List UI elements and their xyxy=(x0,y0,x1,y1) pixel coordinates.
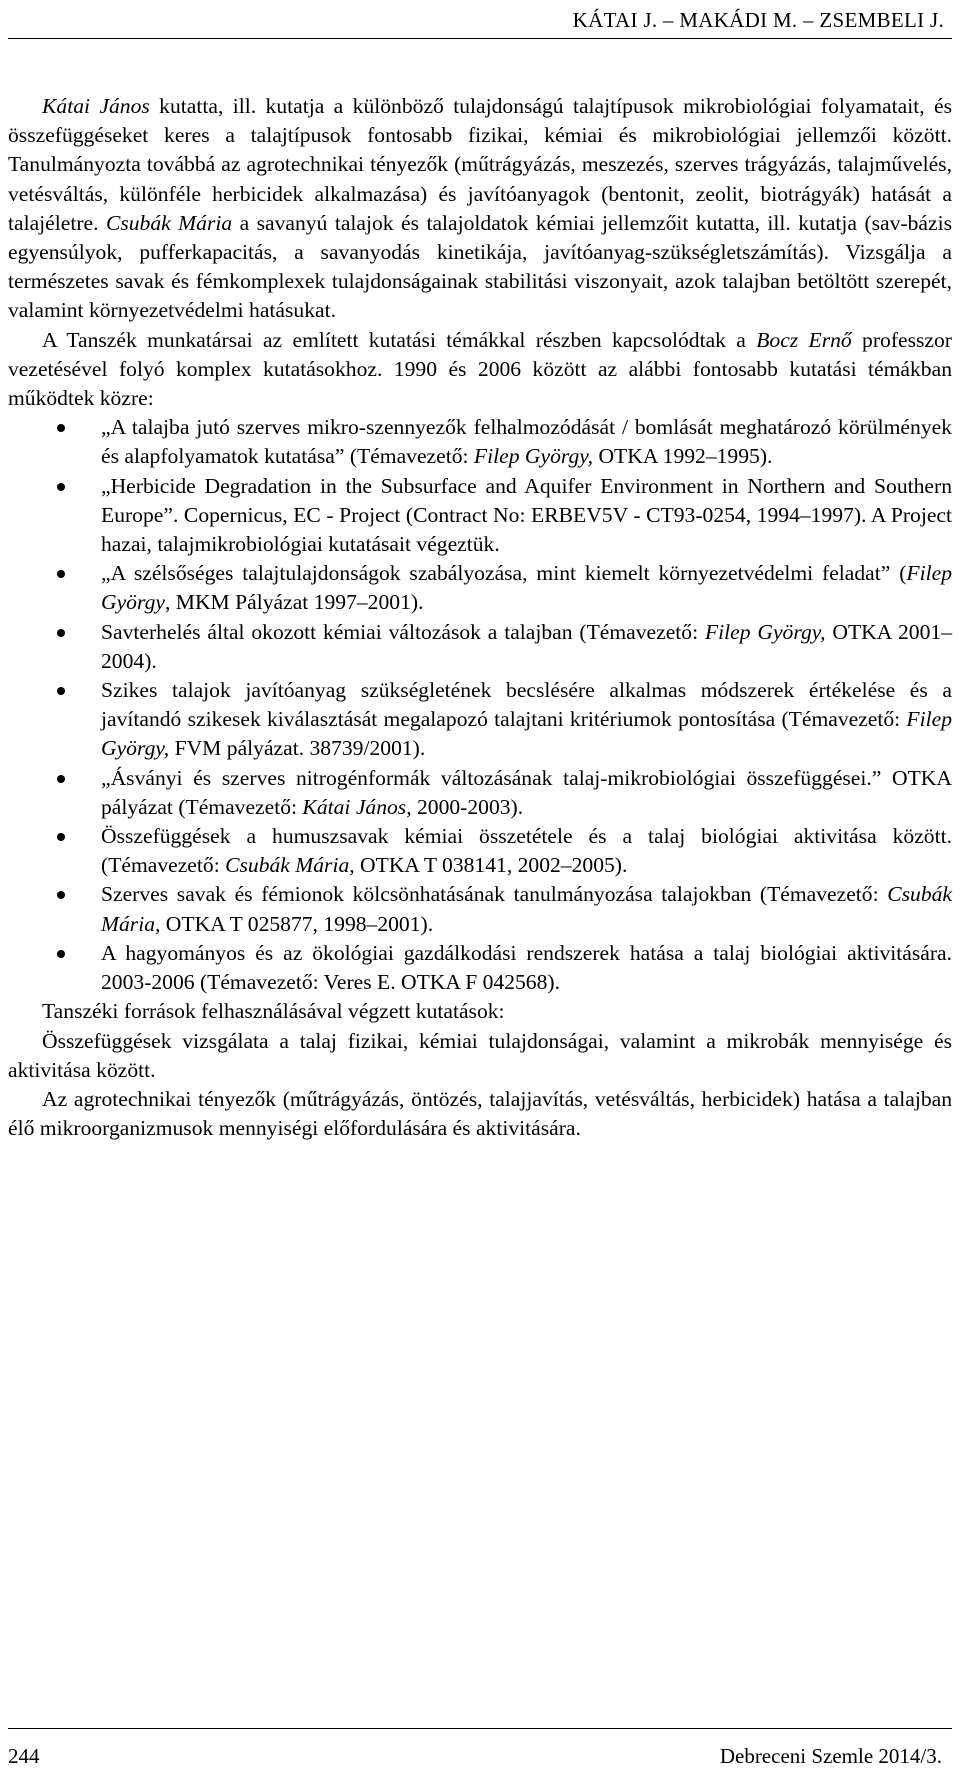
bullet-icon xyxy=(57,950,65,958)
list-item: A hagyományos és az ökológiai gazdálkodási rendszerek hatása a talaj biológiai aktivitására. 2003-2006 (Témavezető: Veres E. OTKA F 042568). xyxy=(8,939,952,997)
paragraph-text: A Tanszék munkatársai az említett kutatási témákkal részben kapcsolódtak a xyxy=(42,327,757,352)
list-item: Savterhelés által okozott kémiai változások a talajban (Témavezető: Filep György, OTKA 2001–2004). xyxy=(8,618,952,676)
paragraph-5: Az agrotechnikai tényezők (műtrágyázás, öntözés, talajjavítás, vetésváltás, herbicidek) hatása a talajban élő mikroorganizmusok mennyiségi előfordulására és aktivitására. xyxy=(8,1086,952,1141)
list-item: „Herbicide Degradation in the Subsurface and Aquifer Environment in Northern and Southern Europe”. Copernicus, EC - Project (Contract No: ERBEV5V - CT93-0254, 1994–1997). A Project hazai, talajmikrobiológiai kutatásait végeztük. xyxy=(8,472,952,560)
bullet-icon xyxy=(57,483,65,491)
bullet-icon xyxy=(57,687,65,695)
page-number: 244 xyxy=(8,1744,40,1768)
body-text xyxy=(8,92,952,1143)
bullet-icon xyxy=(57,775,65,783)
list-item: „A talajba jutó szerves mikro-szennyezők felhalmozódását / bomlását meghatározó körülmények és alapfolyamatok kutatása” (Témavezető: Filep György, OTKA 1992–1995). xyxy=(8,413,952,471)
bullet-icon xyxy=(57,629,65,637)
paragraph-2 xyxy=(8,326,952,414)
paragraph-text: a savanyú talajok és talajoldatok kémiai jellemzőit kutatta, ill. kutatja (sav-bázis egyensúlyok, pufferkapacitás, a savanyodás kinetikája, javítóanyag-szükségletszámítás). Vizsgálja a természetes savak és fémkomplexek tulajdonságainak stabilitási viszonyait, azok talajban betöltött szerepét, valamint környezetvédelmi hatásukat. xyxy=(8,210,952,323)
footer-rule xyxy=(8,1728,952,1729)
paragraph-text: kutatta, ill. kutatja a különböző tulajdonságú talajtípusok mikrobiológiai folyamatait, és összefüggéseket keres a talajtípusok fontosabb fizikai, kémiai és mikrobiológiai jellemzői között. Tanulmányozta továbbá az agrotechnikai tényezők (műtrágyázás, meszezés, szerves trágyázás, talajművelés, vetésváltás, különféle herbicidek alkalmazása) és javítóanyagok (bentonit, zeolit, biotrágyák) hatását a talajéletre. xyxy=(8,94,952,235)
list-item: „A szélsőséges talajtulajdonságok szabályozása, mint kiemelt környezetvédelmi feladat” (Filep György, MKM Pályázat 1997–2001). xyxy=(8,559,952,617)
project-list xyxy=(8,413,952,997)
list-item: Szerves savak és fémionok kölcsönhatásának tanulmányozása talajokban (Témavezető: Csubák Mária, OTKA T 025877, 1998–2001). xyxy=(8,880,952,938)
list-item: „Ásványi és szerves nitrogénformák változásának talaj-mikrobiológiai összefüggései.” OTKA pályázat (Témavezető: Kátai János, 2000-2003). xyxy=(8,764,952,822)
list-item: Összefüggések a humuszsavak kémiai összetétele és a talaj biológiai aktivitása között. (Témavezető: Csubák Mária, OTKA T 038141, 2002–2005). xyxy=(8,822,952,880)
paragraph-1 xyxy=(8,92,952,326)
list-item: Szikes talajok javítóanyag szükségletének becslésére alkalmas módszerek értékelése és a javítandó szikesek kiválasztását megalapozó talajtani kritériumok pontosítása (Témavezető: Filep György, FVM pályázat. 38739/2001). xyxy=(8,676,952,764)
professor-name: Bocz Ernő xyxy=(756,327,852,352)
author-name: Csubák Mária xyxy=(105,210,233,235)
paragraph-3: Tanszéki források felhasználásával végzett kutatások: xyxy=(42,999,505,1024)
header-rule xyxy=(8,38,952,39)
bullet-icon xyxy=(57,570,65,578)
bullet-icon xyxy=(57,891,65,899)
author-name: Kátai János xyxy=(42,94,150,118)
bullet-icon xyxy=(57,833,65,841)
bullet-icon xyxy=(57,424,65,432)
paragraph-text: professzor vezetésével folyó komplex kutatásokhoz. 1990 és 2006 között az alábbi fontosabb kutatási témákban működtek közre: xyxy=(8,327,952,411)
paragraph-4: Összefüggések vizsgálata a talaj fizikai, kémiai tulajdonságai, valamint a mikrobák mennyisége és aktivitása között. xyxy=(8,1028,952,1082)
journal-title: Debreceni Szemle 2014/3. xyxy=(719,1744,942,1768)
running-head: KÁTAI J. – MAKÁDI M. – ZSEMBELI J. xyxy=(572,8,944,32)
